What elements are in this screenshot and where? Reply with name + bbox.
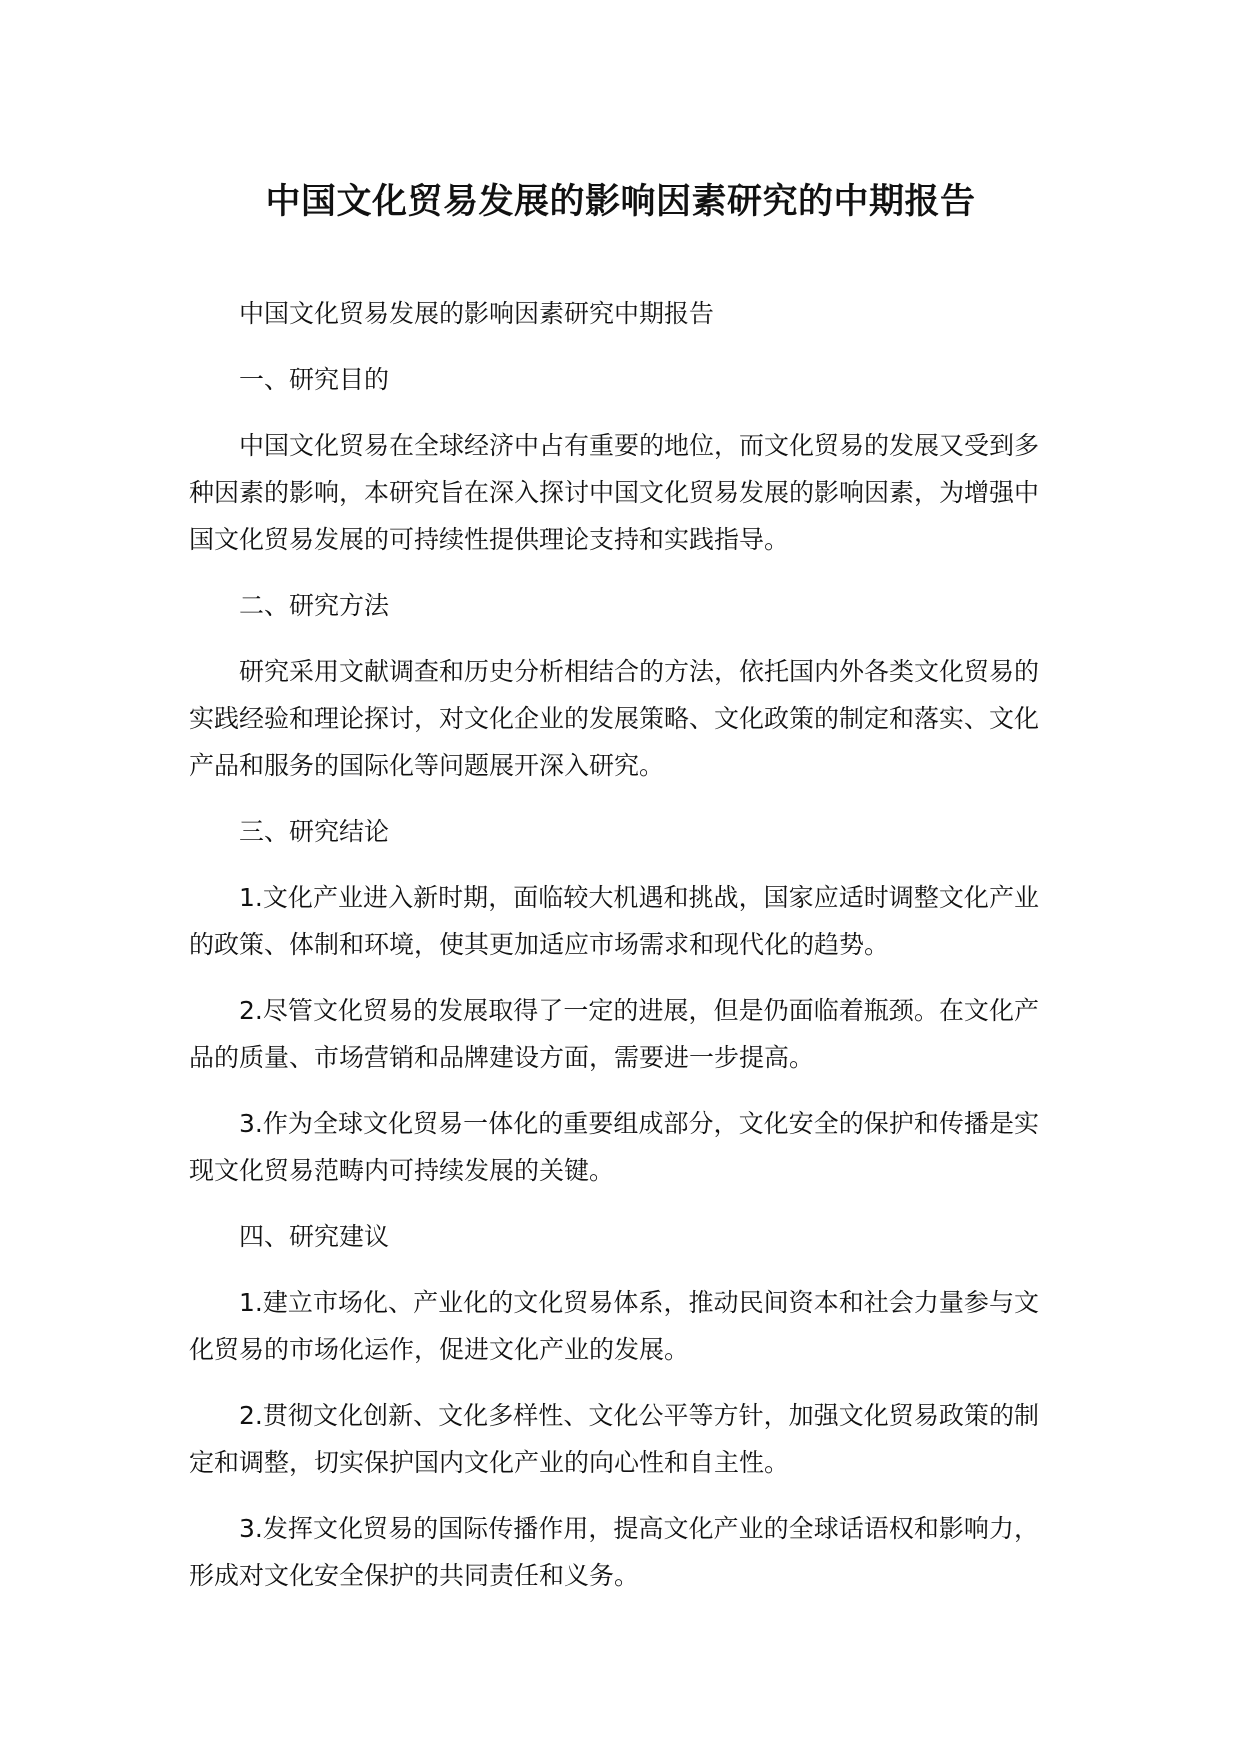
conclusion-item-3: 3.作为全球文化贸易一体化的重要组成部分，文化安全的保护和传播是实现文化贸易范畴内可持续发展的关键。 — [189, 1109, 1039, 1185]
document-title: 中国文化贸易发展的影响因素研究的中期报告 — [265, 182, 976, 222]
conclusion-item-1: 1.文化产业进入新时期，面临较大机遇和挑战，国家应适时调整文化产业的政策、体制和环境，使其更加适应市场需求和现代化的趋势。 — [189, 883, 1039, 959]
section-heading-conclusion: 三、研究结论 — [239, 817, 390, 846]
section-heading-suggestion: 四、研究建议 — [239, 1222, 390, 1251]
paragraph-purpose: 中国文化贸易在全球经济中占有重要的地位，而文化贸易的发展又受到多种因素的影响，本研究旨在深入探讨中国文化贸易发展的影响因素，为增强中国文化贸易发展的可持续性提供理论支持和实践指导。 — [189, 431, 1040, 554]
section-heading-purpose: 一、研究目的 — [239, 365, 390, 394]
conclusion-item-2: 2.尽管文化贸易的发展取得了一定的进展，但是仍面临着瓶颈。在文化产品的质量、市场营销和品牌建设方面，需要进一步提高。 — [189, 996, 1039, 1072]
suggestion-item-2: 2.贯彻文化创新、文化多样性、文化公平等方针，加强文化贸易政策的制定和调整，切实保护国内文化产业的向心性和自主性。 — [189, 1401, 1039, 1477]
suggestion-item-3: 3.发挥文化贸易的国际传播作用，提高文化产业的全球话语权和影响力，形成对文化安全保护的共同责任和义务。 — [189, 1514, 1039, 1590]
paragraph-method: 研究采用文献调查和历史分析相结合的方法，依托国内外各类文化贸易的实践经验和理论探讨，对文化企业的发展策略、文化政策的制定和落实、文化产品和服务的国际化等问题展开深入研究。 — [189, 657, 1040, 780]
section-heading-method: 二、研究方法 — [239, 591, 390, 620]
paragraph-subtitle: 中国文化贸易发展的影响因素研究中期报告 — [239, 299, 715, 328]
document-body — [189, 290, 1039, 1599]
suggestion-item-1: 1.建立市场化、产业化的文化贸易体系，推动民间资本和社会力量参与文化贸易的市场化运作，促进文化产业的发展。 — [189, 1288, 1039, 1364]
